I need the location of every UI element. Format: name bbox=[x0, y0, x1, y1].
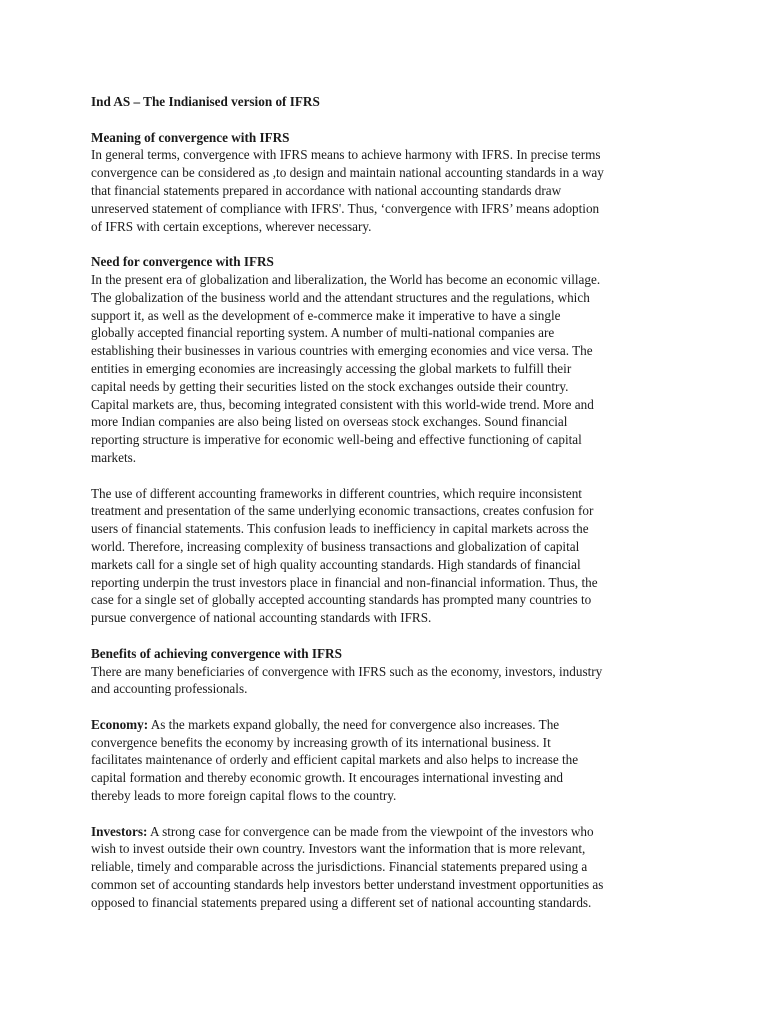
text-line: users of financial statements. This confusion leads to inefficiency in capital markets across the bbox=[91, 521, 589, 537]
text-line: that financial statements prepared in accordance with national accounting standards draw bbox=[91, 182, 562, 198]
text-line: and accounting professionals. bbox=[91, 681, 248, 697]
section-heading: Need for convergence with IFRS bbox=[91, 254, 274, 270]
text-line: opposed to financial statements prepared using a different set of national accounting standards. bbox=[91, 894, 592, 910]
text-line: establishing their businesses in various countries with emerging economies and vice versa. The bbox=[91, 343, 593, 359]
paragraph bbox=[91, 485, 691, 627]
text-line: support it, as well as the development of e-commerce make it imperative to have a single bbox=[91, 307, 561, 323]
text-line: capital formation and thereby economic growth. It encourages international investing and bbox=[91, 770, 564, 786]
text-line: The globalization of the business world and the attendant structures and the regulations, which bbox=[91, 289, 590, 305]
text-line: facilitates maintenance of orderly and efficient capital markets and also helps to increase the bbox=[91, 752, 579, 768]
paragraph bbox=[91, 271, 691, 467]
section-need bbox=[91, 253, 691, 627]
text-line: thereby leads to more foreign capital flows to the country. bbox=[91, 788, 397, 804]
text-line: globally accepted financial reporting system. A number of multi-national companies are bbox=[91, 325, 555, 341]
text-line: convergence can be considered as ,to design and maintain national accounting standards in a way bbox=[91, 165, 604, 181]
text-line: There are many beneficiaries of convergence with IFRS such as the economy, investors, industry bbox=[91, 663, 603, 679]
text-line: capital needs by getting their securities listed on the stock exchanges outside their country. bbox=[91, 378, 569, 394]
text-line: entities in emerging economies are increasingly accessing the global markets to fulfill their bbox=[91, 360, 572, 376]
text-line: reporting underpin the trust investors place in financial and non-financial information. Thus, the bbox=[91, 574, 598, 590]
text-line: In the present era of globalization and liberalization, the World has become an economic village. bbox=[91, 271, 601, 287]
paragraph-lead: Investors: bbox=[91, 823, 148, 839]
text-line: convergence benefits the economy by increasing growth of its international business. It bbox=[91, 734, 551, 750]
text-line bbox=[91, 823, 691, 841]
paragraph-investors bbox=[91, 823, 691, 912]
text-line: unreserved statement of compliance with IFRS'. Thus, ‘convergence with IFRS’ means adoption bbox=[91, 200, 600, 216]
text-line: In general terms, convergence with IFRS means to achieve harmony with IFRS. In precise terms bbox=[91, 147, 601, 163]
text-fragment: As the markets expand globally, the need for convergence also increases. The bbox=[148, 716, 560, 732]
text-line: reliable, timely and comparable across the jurisdictions. Financial statements prepared using a bbox=[91, 859, 588, 875]
text-line: The use of different accounting frameworks in different countries, which require inconsistent bbox=[91, 485, 582, 501]
text-line: pursue convergence of national accounting standards with IFRS. bbox=[91, 610, 432, 626]
text-line: treatment and presentation of the same underlying economic transactions, creates confusion for bbox=[91, 503, 594, 519]
document-title: Ind AS – The Indianised version of IFRS bbox=[91, 94, 320, 109]
section-benefits bbox=[91, 645, 691, 912]
paragraph bbox=[91, 663, 691, 699]
paragraph bbox=[91, 146, 691, 235]
text-fragment: A strong case for convergence can be made from the viewpoint of the investors who bbox=[147, 823, 594, 839]
text-line: world. Therefore, increasing complexity of business transactions and globalization of capital bbox=[91, 538, 580, 554]
text-line: more Indian companies are also being listed on overseas stock exchanges. Sound financial bbox=[91, 414, 568, 430]
text-line bbox=[91, 716, 691, 734]
text-line: case for a single set of globally accepted accounting standards has prompted many countries to bbox=[91, 592, 592, 608]
text-line: reporting structure is imperative for economic well-being and effective functioning of capital bbox=[91, 432, 582, 448]
text-line: Capital markets are, thus, becoming integrated consistent with this world-wide trend. More and bbox=[91, 396, 594, 412]
section-heading: Benefits of achieving convergence with IFRS bbox=[91, 645, 342, 661]
text-line: wish to invest outside their own country. Investors want the information that is more relevant, bbox=[91, 841, 586, 857]
text-line: common set of accounting standards help investors better understand investment opportunities as bbox=[91, 877, 604, 893]
document-page bbox=[91, 93, 691, 929]
text-line: markets call for a single set of high quality accounting standards. High standards of financial bbox=[91, 556, 581, 572]
section-meaning bbox=[91, 129, 691, 236]
section-heading: Meaning of convergence with IFRS bbox=[91, 129, 290, 145]
paragraph-lead: Economy: bbox=[91, 716, 149, 732]
text-line: markets. bbox=[91, 449, 137, 465]
text-line: of IFRS with certain exceptions, wherever necessary. bbox=[91, 218, 372, 234]
paragraph-economy bbox=[91, 716, 691, 805]
